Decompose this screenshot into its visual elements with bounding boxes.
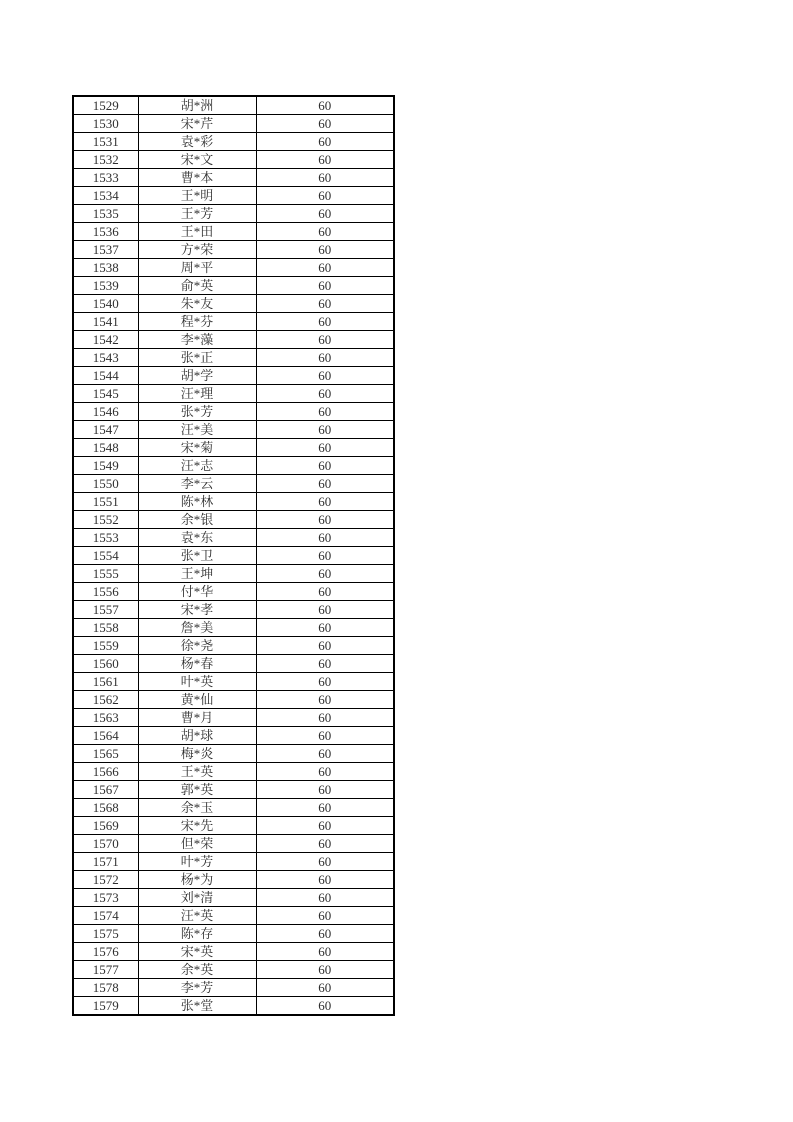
score-cell: 60: [256, 835, 394, 853]
table-row: [73, 691, 394, 709]
row-id-cell: 1567: [73, 781, 138, 799]
name-cell: 胡*学: [138, 367, 256, 385]
score-cell: 60: [256, 691, 394, 709]
score-cell: 60: [256, 889, 394, 907]
name-cell: 汪*志: [138, 457, 256, 475]
name-cell: 曹*月: [138, 709, 256, 727]
score-cell: 60: [256, 277, 394, 295]
score-cell: 60: [256, 619, 394, 637]
row-id-cell: 1540: [73, 295, 138, 313]
row-id-cell: 1536: [73, 223, 138, 241]
row-id-cell: 1532: [73, 151, 138, 169]
table-row: [73, 745, 394, 763]
score-cell: 60: [256, 943, 394, 961]
row-id-cell: 1563: [73, 709, 138, 727]
table-row: [73, 853, 394, 871]
row-id-cell: 1539: [73, 277, 138, 295]
row-id-cell: 1557: [73, 601, 138, 619]
name-cell: 余*银: [138, 511, 256, 529]
score-cell: 60: [256, 763, 394, 781]
row-id-cell: 1578: [73, 979, 138, 997]
row-id-cell: 1568: [73, 799, 138, 817]
score-cell: 60: [256, 205, 394, 223]
name-cell: 李*云: [138, 475, 256, 493]
table-row: [73, 115, 394, 133]
score-cell: 60: [256, 979, 394, 997]
table-row: [73, 457, 394, 475]
score-cell: 60: [256, 259, 394, 277]
name-cell: 王*明: [138, 187, 256, 205]
table-row: [73, 241, 394, 259]
name-cell: 叶*芳: [138, 853, 256, 871]
row-id-cell: 1552: [73, 511, 138, 529]
row-id-cell: 1529: [73, 96, 138, 115]
name-cell: 宋*孝: [138, 601, 256, 619]
score-cell: 60: [256, 961, 394, 979]
row-id-cell: 1566: [73, 763, 138, 781]
row-id-cell: 1573: [73, 889, 138, 907]
name-cell: 张*卫: [138, 547, 256, 565]
row-id-cell: 1546: [73, 403, 138, 421]
table-row: [73, 151, 394, 169]
row-id-cell: 1564: [73, 727, 138, 745]
row-id-cell: 1547: [73, 421, 138, 439]
name-cell: 俞*英: [138, 277, 256, 295]
row-id-cell: 1562: [73, 691, 138, 709]
score-cell: 60: [256, 403, 394, 421]
row-id-cell: 1560: [73, 655, 138, 673]
table-row: [73, 331, 394, 349]
table-row: [73, 781, 394, 799]
table-row: [73, 709, 394, 727]
row-id-cell: 1569: [73, 817, 138, 835]
row-id-cell: 1559: [73, 637, 138, 655]
table-row: [73, 493, 394, 511]
name-cell: 汪*理: [138, 385, 256, 403]
name-cell: 杨*为: [138, 871, 256, 889]
score-cell: 60: [256, 96, 394, 115]
table-row: [73, 727, 394, 745]
table-row: [73, 871, 394, 889]
score-cell: 60: [256, 223, 394, 241]
row-id-cell: 1541: [73, 313, 138, 331]
row-id-cell: 1554: [73, 547, 138, 565]
score-cell: 60: [256, 925, 394, 943]
row-id-cell: 1558: [73, 619, 138, 637]
score-cell: 60: [256, 853, 394, 871]
row-id-cell: 1533: [73, 169, 138, 187]
table-row: [73, 313, 394, 331]
row-id-cell: 1544: [73, 367, 138, 385]
score-cell: 60: [256, 565, 394, 583]
table-row: [73, 943, 394, 961]
row-id-cell: 1572: [73, 871, 138, 889]
score-cell: 60: [256, 421, 394, 439]
name-cell: 汪*美: [138, 421, 256, 439]
name-cell: 王*英: [138, 763, 256, 781]
row-id-cell: 1579: [73, 997, 138, 1016]
row-id-cell: 1543: [73, 349, 138, 367]
name-cell: 张*堂: [138, 997, 256, 1016]
row-id-cell: 1555: [73, 565, 138, 583]
table-row: [73, 547, 394, 565]
row-id-cell: 1542: [73, 331, 138, 349]
score-cell: 60: [256, 583, 394, 601]
name-cell: 程*芬: [138, 313, 256, 331]
score-cell: 60: [256, 331, 394, 349]
score-cell: 60: [256, 367, 394, 385]
name-cell: 王*田: [138, 223, 256, 241]
name-cell: 李*藻: [138, 331, 256, 349]
name-cell: 周*平: [138, 259, 256, 277]
table-row: [73, 655, 394, 673]
score-table: [72, 95, 395, 1016]
score-table-body: [73, 96, 394, 1015]
table-row: [73, 979, 394, 997]
name-cell: 陈*存: [138, 925, 256, 943]
table-row: [73, 601, 394, 619]
score-cell: 60: [256, 997, 394, 1016]
name-cell: 袁*彩: [138, 133, 256, 151]
score-cell: 60: [256, 745, 394, 763]
score-cell: 60: [256, 439, 394, 457]
name-cell: 徐*尧: [138, 637, 256, 655]
name-cell: 朱*友: [138, 295, 256, 313]
table-row: [73, 475, 394, 493]
name-cell: 余*玉: [138, 799, 256, 817]
table-row: [73, 799, 394, 817]
table-row: [73, 169, 394, 187]
table-row: [73, 205, 394, 223]
score-cell: 60: [256, 493, 394, 511]
table-row: [73, 817, 394, 835]
score-cell: 60: [256, 907, 394, 925]
name-cell: 胡*球: [138, 727, 256, 745]
name-cell: 方*荣: [138, 241, 256, 259]
score-cell: 60: [256, 295, 394, 313]
row-id-cell: 1549: [73, 457, 138, 475]
row-id-cell: 1575: [73, 925, 138, 943]
table-row: [73, 565, 394, 583]
score-cell: 60: [256, 511, 394, 529]
score-cell: 60: [256, 187, 394, 205]
table-row: [73, 367, 394, 385]
score-cell: 60: [256, 547, 394, 565]
table-row: [73, 961, 394, 979]
row-id-cell: 1561: [73, 673, 138, 691]
table-row: [73, 997, 394, 1016]
table-row: [73, 259, 394, 277]
table-row: [73, 907, 394, 925]
row-id-cell: 1537: [73, 241, 138, 259]
table-row: [73, 925, 394, 943]
score-cell: 60: [256, 871, 394, 889]
table-row: [73, 889, 394, 907]
table-row: [73, 511, 394, 529]
name-cell: 宋*芹: [138, 115, 256, 133]
table-row: [73, 187, 394, 205]
score-cell: 60: [256, 529, 394, 547]
row-id-cell: 1571: [73, 853, 138, 871]
table-row: [73, 529, 394, 547]
table-row: [73, 673, 394, 691]
name-cell: 郭*英: [138, 781, 256, 799]
row-id-cell: 1553: [73, 529, 138, 547]
score-cell: 60: [256, 601, 394, 619]
score-cell: 60: [256, 385, 394, 403]
name-cell: 梅*炎: [138, 745, 256, 763]
row-id-cell: 1534: [73, 187, 138, 205]
score-cell: 60: [256, 115, 394, 133]
name-cell: 黄*仙: [138, 691, 256, 709]
score-cell: 60: [256, 727, 394, 745]
score-cell: 60: [256, 169, 394, 187]
score-cell: 60: [256, 349, 394, 367]
row-id-cell: 1565: [73, 745, 138, 763]
name-cell: 宋*英: [138, 943, 256, 961]
name-cell: 叶*英: [138, 673, 256, 691]
name-cell: 王*芳: [138, 205, 256, 223]
table-row: [73, 835, 394, 853]
name-cell: 汪*英: [138, 907, 256, 925]
row-id-cell: 1570: [73, 835, 138, 853]
score-cell: 60: [256, 457, 394, 475]
score-cell: 60: [256, 133, 394, 151]
table-row: [73, 385, 394, 403]
name-cell: 胡*洲: [138, 96, 256, 115]
row-id-cell: 1531: [73, 133, 138, 151]
name-cell: 李*芳: [138, 979, 256, 997]
score-cell: 60: [256, 475, 394, 493]
score-cell: 60: [256, 709, 394, 727]
table-row: [73, 295, 394, 313]
score-cell: 60: [256, 673, 394, 691]
name-cell: 刘*清: [138, 889, 256, 907]
row-id-cell: 1545: [73, 385, 138, 403]
table-row: [73, 637, 394, 655]
name-cell: 王*坤: [138, 565, 256, 583]
table-row: [73, 403, 394, 421]
name-cell: 张*芳: [138, 403, 256, 421]
row-id-cell: 1535: [73, 205, 138, 223]
name-cell: 余*英: [138, 961, 256, 979]
table-row: [73, 349, 394, 367]
score-cell: 60: [256, 151, 394, 169]
row-id-cell: 1551: [73, 493, 138, 511]
table-row: [73, 96, 394, 115]
score-cell: 60: [256, 781, 394, 799]
name-cell: 宋*菊: [138, 439, 256, 457]
row-id-cell: 1538: [73, 259, 138, 277]
table-row: [73, 421, 394, 439]
score-cell: 60: [256, 313, 394, 331]
name-cell: 张*正: [138, 349, 256, 367]
score-cell: 60: [256, 637, 394, 655]
name-cell: 宋*文: [138, 151, 256, 169]
name-cell: 袁*东: [138, 529, 256, 547]
score-cell: 60: [256, 799, 394, 817]
name-cell: 付*华: [138, 583, 256, 601]
score-cell: 60: [256, 241, 394, 259]
row-id-cell: 1556: [73, 583, 138, 601]
row-id-cell: 1530: [73, 115, 138, 133]
name-cell: 曹*本: [138, 169, 256, 187]
name-cell: 但*荣: [138, 835, 256, 853]
name-cell: 宋*先: [138, 817, 256, 835]
row-id-cell: 1576: [73, 943, 138, 961]
table-row: [73, 439, 394, 457]
table-row: [73, 133, 394, 151]
table-row: [73, 583, 394, 601]
row-id-cell: 1548: [73, 439, 138, 457]
row-id-cell: 1574: [73, 907, 138, 925]
name-cell: 杨*春: [138, 655, 256, 673]
table-row: [73, 277, 394, 295]
table-row: [73, 223, 394, 241]
table-row: [73, 763, 394, 781]
row-id-cell: 1550: [73, 475, 138, 493]
name-cell: 陈*林: [138, 493, 256, 511]
row-id-cell: 1577: [73, 961, 138, 979]
name-cell: 詹*美: [138, 619, 256, 637]
table-row: [73, 619, 394, 637]
score-cell: 60: [256, 655, 394, 673]
score-cell: 60: [256, 817, 394, 835]
